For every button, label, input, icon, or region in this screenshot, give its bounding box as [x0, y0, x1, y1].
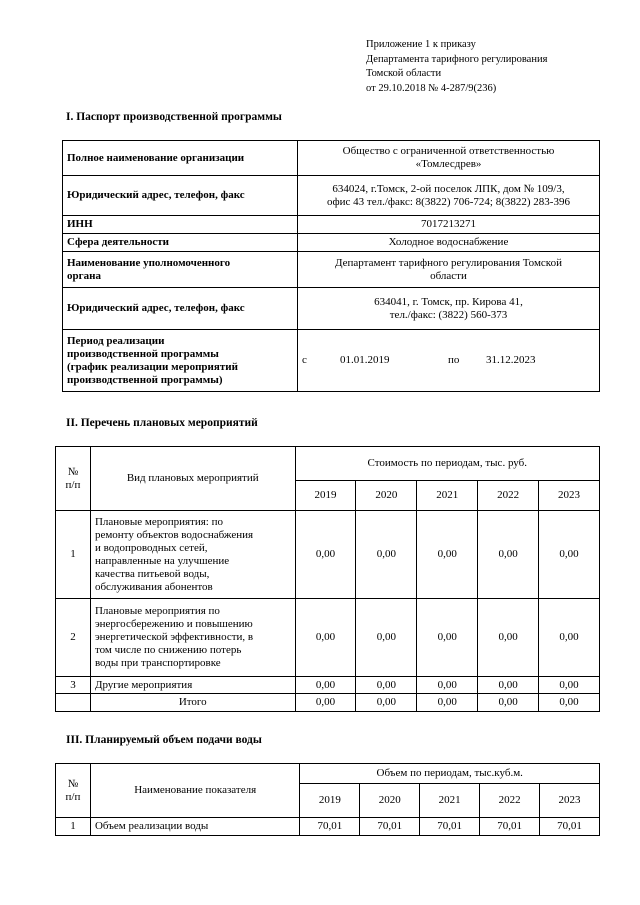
year-header: 2020 — [356, 481, 417, 511]
cost-value: 0,00 — [356, 599, 417, 677]
volume-table — [55, 763, 600, 836]
cost-value: 0,00 — [356, 511, 417, 599]
authority-cell — [298, 252, 600, 288]
table-row — [63, 252, 600, 288]
empty-cell — [56, 694, 91, 712]
section3-title: III. Планируемый объем подачи воды — [66, 734, 262, 746]
cost-value: 0,00 — [417, 677, 478, 694]
cost-value: 0,00 — [417, 599, 478, 677]
measure-name-line: и водопроводных сетей, — [94, 541, 208, 554]
cost-value: 0,00 — [539, 511, 600, 599]
row-num: 1 — [56, 511, 91, 599]
cost-value: 0,00 — [539, 677, 600, 694]
year-header: 2023 — [540, 784, 600, 818]
row-label — [63, 252, 298, 288]
table-row — [63, 288, 600, 330]
label-line: производственной программы) — [67, 373, 223, 386]
year-header: 2019 — [300, 784, 360, 818]
table-row — [56, 511, 600, 599]
volume-value: 70,01 — [360, 818, 420, 836]
measure-name-line: Плановые мероприятия по — [94, 605, 220, 617]
measure-name-line: ремонту объектов водоснабжения — [94, 528, 254, 541]
authority-address-line: 634041, г. Томск, пр. Кирова 41, — [374, 295, 523, 308]
authority-address-cell — [298, 288, 600, 330]
measure-name — [90, 511, 295, 599]
cost-value: 0,00 — [478, 511, 539, 599]
cost-value: 0,00 — [478, 599, 539, 677]
num-header-line: п/п — [65, 478, 81, 491]
cost-value: 0,00 — [295, 599, 356, 677]
table-row — [63, 216, 600, 234]
label-line: Период реализации — [67, 334, 165, 347]
table-row — [56, 599, 600, 677]
volume-value: 70,01 — [540, 818, 600, 836]
year-header: 2022 — [480, 784, 540, 818]
label-line: производственной программы — [67, 347, 219, 360]
appendix-line: Приложение 1 к приказу — [366, 39, 476, 50]
appendix-line: Томской области — [366, 68, 442, 79]
cost-value: 0,00 — [295, 511, 356, 599]
volume-value: 70,01 — [420, 818, 480, 836]
year-header: 2022 — [478, 481, 539, 511]
authority-address-line: тел./факс: (3822) 560-373 — [389, 308, 508, 321]
org-address-cell — [298, 176, 600, 216]
appendix-line: от 29.10.2018 № 4-287/9(236) — [366, 82, 497, 94]
appendix-line: Департамента тарифного регулирования — [366, 53, 548, 65]
section1-title: I. Паспорт производственной программы — [66, 111, 282, 123]
row-label: Полное наименование организации — [63, 141, 298, 176]
label-line: Наименование уполномоченного — [67, 256, 231, 269]
period-from-word: с — [302, 354, 307, 366]
measure-name-line: том числе по снижению потерь — [94, 644, 242, 656]
inn-value: 7017213271 — [298, 216, 600, 234]
measure-name-line: направленные на улучшение — [94, 554, 230, 567]
measure-name-line: энергетической эффективности, в — [94, 631, 254, 643]
table-row — [56, 818, 600, 836]
table-row — [63, 141, 600, 176]
section2-title: II. Перечень плановых мероприятий — [66, 417, 258, 429]
cost-value: 0,00 — [356, 677, 417, 694]
row-label: Юридический адрес, телефон, факс — [63, 176, 298, 216]
total-value: 0,00 — [356, 694, 417, 712]
volume-value: 70,01 — [480, 818, 540, 836]
year-header: 2021 — [420, 784, 480, 818]
measure-name-header: Вид плановых мероприятий — [90, 447, 295, 511]
num-header-line: № — [67, 465, 79, 478]
total-value: 0,00 — [539, 694, 600, 712]
label-line: органа — [67, 269, 101, 282]
period-to-word: по — [448, 354, 460, 366]
row-num: 2 — [56, 599, 91, 677]
cost-value: 0,00 — [295, 677, 356, 694]
total-row — [56, 694, 600, 712]
measure-name-line: Плановые мероприятия: по — [94, 515, 223, 528]
period-line — [302, 354, 595, 367]
volume-header: Объем по периодам, тыс.куб.м. — [300, 764, 600, 784]
total-value: 0,00 — [295, 694, 356, 712]
period-from: 01.01.2019 — [340, 354, 390, 366]
period-to: 31.12.2023 — [486, 354, 536, 366]
cost-value: 0,00 — [417, 511, 478, 599]
year-header: 2023 — [539, 481, 600, 511]
num-header-line: № — [67, 777, 79, 790]
row-label: Юридический адрес, телефон, факс — [63, 288, 298, 330]
num-header-line: п/п — [65, 790, 81, 803]
org-name-line: Общество с ограниченной ответственностью — [342, 145, 555, 157]
authority-line: области — [430, 269, 467, 282]
indicator-name-header: Наименование показателя — [90, 764, 300, 818]
sphere-value: Холодное водоснабжение — [298, 234, 600, 252]
num-header — [56, 764, 91, 818]
measures-table — [55, 446, 600, 712]
measure-name — [90, 599, 295, 677]
measure-name-line: энергосбережению и повышению — [94, 618, 253, 630]
org-address-line: 634024, г.Томск, 2-ой поселок ЛПК, дом № 109/3, — [332, 182, 565, 195]
total-value: 0,00 — [478, 694, 539, 712]
period-cell — [298, 330, 600, 392]
table-row — [63, 234, 600, 252]
volume-value: 70,01 — [300, 818, 360, 836]
label-line: (график реализации мероприятий — [67, 360, 238, 373]
row-num: 3 — [56, 677, 91, 694]
year-header: 2021 — [417, 481, 478, 511]
org-address-line: офис 43 тел./факс: 8(3822) 706-724; 8(3822) 283-396 — [327, 195, 570, 208]
year-header: 2019 — [295, 481, 356, 511]
table-row — [63, 330, 600, 392]
indicator-name: Объем реализации воды — [90, 818, 300, 836]
measure-name: Другие мероприятия — [90, 677, 295, 694]
num-header — [56, 447, 91, 511]
table-header-row — [56, 764, 600, 784]
row-label — [63, 330, 298, 392]
cost-value: 0,00 — [539, 599, 600, 677]
cost-value: 0,00 — [478, 677, 539, 694]
table-header-row — [56, 447, 600, 481]
total-value: 0,00 — [417, 694, 478, 712]
measure-name-line: качества питьевой воды, — [94, 567, 210, 580]
table-row — [56, 677, 600, 694]
passport-table — [62, 140, 600, 392]
org-name-cell — [298, 141, 600, 176]
row-label: Сфера деятельности — [63, 234, 298, 252]
authority-line: Департамент тарифного регулирования Томской — [335, 256, 562, 269]
org-name-line: «Томлесдрев» — [415, 158, 482, 170]
year-header: 2020 — [360, 784, 420, 818]
cost-header: Стоимость по периодам, тыс. руб. — [295, 447, 599, 481]
measure-name-line: обслуживания абонентов — [94, 580, 213, 593]
total-label: Итого — [90, 694, 295, 712]
row-num: 1 — [56, 818, 91, 836]
row-label: ИНН — [63, 216, 298, 234]
table-row — [63, 176, 600, 216]
measure-name-line: воды при транспортировке — [94, 657, 221, 669]
appendix-block — [366, 38, 547, 96]
